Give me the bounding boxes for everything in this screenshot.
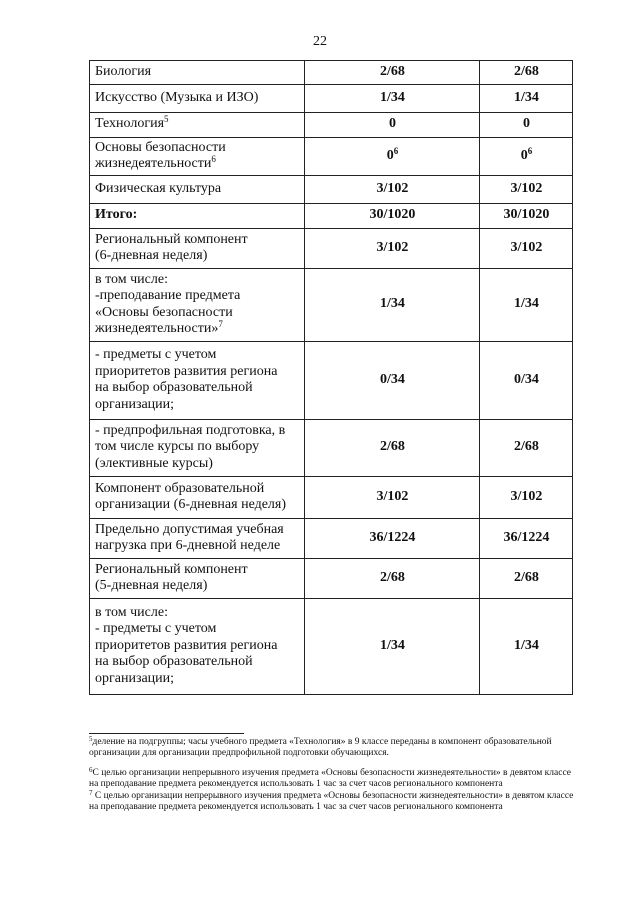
hours-cell bbox=[305, 229, 480, 269]
subject-line: в том числе: bbox=[95, 271, 168, 287]
subject-line: приоритетов развития региона bbox=[95, 363, 278, 379]
hours-cell bbox=[480, 269, 573, 342]
footnotes bbox=[89, 737, 579, 822]
footnote-text: С целью организации непрерывного изучения предмета «Основы безопасности жизнедеятельности» в девятом классе на преподавание предмета рекомендуется использовать 1 час за счет часов регионального компонента bbox=[89, 768, 572, 789]
subject-line: организации; bbox=[95, 396, 175, 412]
hours-value: 3/102 bbox=[376, 239, 409, 255]
hours-cell bbox=[480, 342, 573, 420]
subject-cell bbox=[90, 420, 305, 477]
subject-cell bbox=[90, 176, 305, 204]
hours-cell bbox=[480, 519, 573, 559]
hours-cell bbox=[480, 138, 573, 176]
table-row bbox=[90, 477, 573, 519]
hours-value: 1/34 bbox=[380, 296, 405, 312]
hours-value: 30/1020 bbox=[503, 207, 550, 223]
hours-value: 3/102 bbox=[376, 488, 409, 504]
hours-cell bbox=[305, 559, 480, 599]
hours-cell bbox=[305, 342, 480, 420]
hours-value: 2/68 bbox=[380, 439, 405, 455]
hours-value: 1/34 bbox=[514, 89, 539, 105]
subject-line: жизнедеятельности» bbox=[95, 321, 219, 336]
hours-cell bbox=[305, 269, 480, 342]
subject-line: - предпрофильная подготовка, в bbox=[95, 422, 286, 438]
subject-line: - предметы с учетом bbox=[95, 347, 217, 362]
footnote bbox=[89, 791, 579, 813]
hours-cell bbox=[305, 420, 480, 477]
subject-line: (5-дневная неделя) bbox=[95, 578, 208, 593]
hours-value: 1/34 bbox=[380, 89, 405, 105]
hours-cell bbox=[480, 229, 573, 269]
footnote-text: С целью организации непрерывного изучения предмета «Основы безопасности жизнедеятельности» в девятом классе на преподавание предмета рекомендуется использовать 1 час за счет часов регионального компонента bbox=[89, 791, 574, 812]
hours-cell bbox=[305, 176, 480, 204]
hours-value: 0 bbox=[389, 116, 396, 132]
hours-value: 3/102 bbox=[510, 488, 543, 504]
hours-cell bbox=[480, 61, 573, 85]
subject-line: (6-дневная неделя) bbox=[95, 248, 208, 263]
hours-value: 3/102 bbox=[510, 180, 543, 196]
footnote-ref: 6 bbox=[527, 145, 533, 156]
subject-line: в том числе: bbox=[95, 604, 168, 620]
subject-cell bbox=[90, 559, 305, 599]
hours-cell bbox=[305, 519, 480, 559]
hours-value: 2/68 bbox=[380, 569, 405, 585]
hours-value: 0/34 bbox=[380, 371, 405, 387]
footnote-ref: 6 bbox=[393, 145, 399, 156]
table-row bbox=[90, 138, 573, 176]
hours-cell bbox=[305, 138, 480, 176]
subject-cell bbox=[90, 138, 305, 176]
table-row bbox=[90, 113, 573, 138]
footnote-ref: 6 bbox=[211, 154, 216, 164]
table-row bbox=[90, 269, 573, 342]
subject-line: «Основы безопасности bbox=[95, 304, 233, 320]
subject-cell bbox=[90, 519, 305, 559]
subject-line: нагрузка при 6-дневной неделе bbox=[95, 538, 281, 553]
footnote-number: 5 bbox=[89, 735, 93, 743]
hours-value: 36/1224 bbox=[369, 529, 416, 545]
subject-cell bbox=[90, 204, 305, 229]
footnote-number: 7 bbox=[89, 789, 93, 797]
subject-line: том числе курсы по выбору bbox=[95, 439, 260, 455]
hours-value: 2/68 bbox=[514, 63, 539, 79]
hours-cell bbox=[305, 204, 480, 229]
page-number: 22 bbox=[313, 34, 327, 49]
hours-value: 2/68 bbox=[514, 439, 539, 455]
hours-value: 36/1224 bbox=[503, 529, 550, 545]
subject-cell bbox=[90, 229, 305, 269]
subject-line: -преподавание предмета bbox=[95, 288, 241, 303]
hours-value: 3/102 bbox=[376, 180, 409, 196]
hours-cell bbox=[480, 477, 573, 519]
subject-line: Предельно допустимая учебная bbox=[95, 521, 284, 537]
hours-value: 0/34 bbox=[514, 371, 539, 387]
hours-cell bbox=[480, 85, 573, 113]
subject-line: Основы безопасности bbox=[95, 139, 226, 155]
hours-value: 30/1020 bbox=[369, 207, 416, 223]
curriculum-table bbox=[89, 60, 573, 695]
table-row bbox=[90, 599, 573, 695]
subject-line: Компонент образовательной bbox=[95, 480, 265, 496]
subject-line: Итого: bbox=[95, 207, 138, 223]
hours-cell bbox=[480, 559, 573, 599]
hours-value: 3/102 bbox=[510, 239, 543, 255]
table-row bbox=[90, 519, 573, 559]
subject-line: Региональный компонент bbox=[95, 231, 248, 247]
hours-value: 0 bbox=[523, 116, 530, 132]
curriculum-table-body bbox=[90, 61, 573, 695]
subject-line: Технология bbox=[95, 116, 165, 132]
hours-value: 0 bbox=[520, 147, 528, 163]
footnote bbox=[89, 768, 579, 790]
hours-value: 2/68 bbox=[380, 63, 405, 79]
subject-line: жизнедеятельности bbox=[95, 156, 212, 171]
table-row bbox=[90, 61, 573, 85]
hours-value: 1/34 bbox=[380, 637, 405, 653]
table-row bbox=[90, 204, 573, 229]
footnote bbox=[89, 737, 579, 759]
hours-cell bbox=[305, 477, 480, 519]
hours-cell bbox=[480, 204, 573, 229]
subject-line: организации (6-дневная неделя) bbox=[95, 497, 287, 512]
subject-cell bbox=[90, 61, 305, 85]
hours-cell bbox=[480, 176, 573, 204]
subject-line: организации; bbox=[95, 670, 175, 686]
hours-value: 1/34 bbox=[514, 296, 539, 312]
hours-cell bbox=[305, 599, 480, 695]
footnote-ref: 7 bbox=[218, 319, 223, 329]
subject-line: приоритетов развития региона bbox=[95, 637, 278, 653]
footnote-ref: 5 bbox=[164, 114, 169, 125]
table-row bbox=[90, 342, 573, 420]
subject-cell bbox=[90, 85, 305, 113]
hours-cell bbox=[480, 420, 573, 477]
hours-cell bbox=[480, 599, 573, 695]
footnote-number: 6 bbox=[89, 766, 93, 774]
table-row bbox=[90, 559, 573, 599]
hours-cell bbox=[305, 85, 480, 113]
hours-value: 2/68 bbox=[514, 569, 539, 585]
subject-line: - предметы с учетом bbox=[95, 621, 217, 637]
subject-line: на выбор образовательной bbox=[95, 654, 253, 670]
subject-line: Биология bbox=[95, 63, 152, 79]
table-row bbox=[90, 229, 573, 269]
footnote-separator bbox=[89, 733, 244, 734]
subject-line: Искусство (Музыка и ИЗО) bbox=[95, 89, 259, 105]
table-row bbox=[90, 85, 573, 113]
subject-cell bbox=[90, 342, 305, 420]
subject-line: Региональный компонент bbox=[95, 561, 248, 577]
table-row bbox=[90, 420, 573, 477]
subject-line: Физическая культура bbox=[95, 180, 222, 196]
hours-cell bbox=[305, 113, 480, 138]
hours-value: 1/34 bbox=[514, 637, 539, 653]
footnote-text: деление на подгруппы; часы учебного предмета «Технология» в 9 классе переданы в компонент образовательной организации для организации предпрофильной подготовки обучающихся. bbox=[89, 737, 552, 758]
subject-cell bbox=[90, 113, 305, 138]
subject-line: на выбор образовательной bbox=[95, 380, 253, 395]
subject-cell bbox=[90, 269, 305, 342]
table-row bbox=[90, 176, 573, 204]
hours-cell bbox=[305, 61, 480, 85]
subject-cell bbox=[90, 599, 305, 695]
hours-cell bbox=[480, 113, 573, 138]
subject-line: (элективные курсы) bbox=[95, 455, 213, 471]
hours-value: 0 bbox=[386, 147, 394, 163]
subject-cell bbox=[90, 477, 305, 519]
